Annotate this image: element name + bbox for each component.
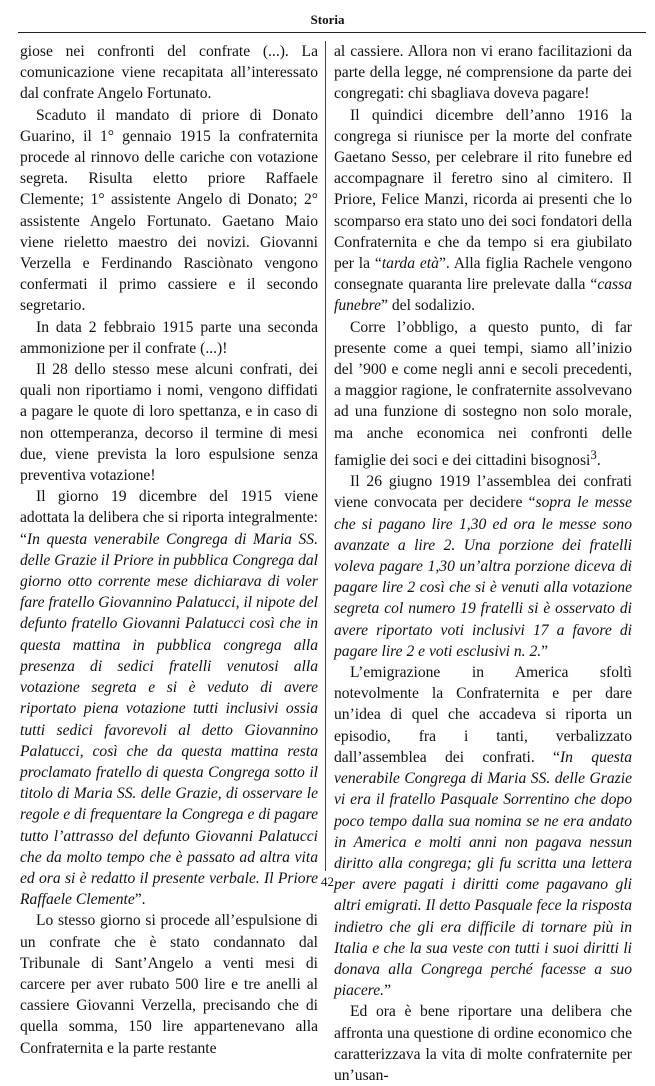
quotation: sopra le messe che si pagano lire 1,30 ed ora le messe sono avanzate a lire 2. Una porzione dei fratelli voleva pagare 1,30 un’altra porzione diceva di pagare lire 2 così che si è venuti alla votazione segreta col numero 19 fratelli si è osservato di avere riportato voti inclusivi 17 a favore di pagare lire 2 e voti esclusivi n. 2.: [334, 494, 632, 660]
left-column: [20, 41, 318, 1059]
paragraph: Ed ora è bene riportare una delibera che affronta una questione di ordine economico che caratterizzava la vita di molte confraternite per un’usan-: [334, 1003, 632, 1084]
paragraph: al cassiere. Allora non vi erano facilitazioni da parte della legge, né comprensione da parte dei congregati: chi sbagliava doveva pagare!: [334, 43, 632, 103]
paragraph: Il quindici dicembre dell’anno 1916 la congrega si riunisce per la morte del confrate Gaetano Sesso, per celebrare il rito funebre ed accompagnare il feretro sino al cimitero. Il Priore, Felice Manzi, ricorda ai presenti che lo scomparso era stato uno dei soci fondatori della Confraternita e che da tempo si era giubilato per la “tarda età”. Alla figlia Rachele vengono consegnate quaranta lire prelevate dalla “cassa funebre” del sodalizio.: [334, 106, 632, 315]
page-number: 42: [321, 874, 334, 889]
paragraph-quoted-deliberation: Il 26 giugno 1919 l’assemblea dei confrati viene convocata per decidere “sopra le messe che si pagano lire 1,30 ed ora le messe sono avanzate a lire 2. Una porzione dei fratelli voleva pagare 1,30 un’altra porzione diceva di pagare lire 2 così che si è venuti alla votazione segreta col numero 19 fratelli si è osservato di avere riportato voti inclusivi 17 a favore di pagare lire 2 e voti esclusivi n. 2.”: [334, 473, 632, 660]
header-rule: [18, 32, 646, 33]
paragraph: giose nei confronti del confrate (...). La comunicazione viene recapitata all’interessato dal confrate Angelo Fortunato.: [20, 43, 318, 103]
paragraph: Corre l’obbligo, a questo punto, di far presente come a quei tempi, siamo all’inizio del ’900 e come negli anni e secoli precedenti, a maggior ragione, le confraternite assolvevano ad una funzione di sostegno non solo morale, ma anche economica nei confronti delle famiglie dei soci e dei cittadini bisognosi$^3$.: [334, 318, 632, 470]
footnote-marker: 3: [590, 446, 597, 462]
right-column: [334, 41, 632, 1086]
paragraph: Lo stesso giorno si procede all’espulsione di un confrate che è stato condannato dal Tribunale di Sant’Angelo a venti mesi di carcere per aver rubato 500 lire e tre anelli al cassiere Giovanni Verzella, precisando che di quella somma, 150 lire appartenevano alla Confraternita e la parte restante: [20, 912, 318, 1057]
quotation: In questa venerabile Congrega di Maria SS. delle Grazie il Priore in pubblica Congrega dal giorno otto corrente mese dichiarava di voler fare fratello Giovannino Palatucci, il nipote del defunto fratello Giovanni Palatucci così che in questa mattina in pubblica congrega alla presenza di sedici fratelli venutosi alla votazione segreta e si è veduto di avere riportato piena votazione tutti inclusivi ossia tutti sedici favorevoli al detto Giovannino Palatucci, così che da questa mattina resta proclamato fratello di questa Congrega sotto il titolo di Maria SS. delle Grazie, di osservare le regole e di frequentare la Congrega e di pagare tutto l’attrasso del defunto Giovanni Palatucci che da molto tempo che è passato ad altra vita ed ora si è redatto il presente verbale. Il Priore Raffaele Clemente: [20, 530, 318, 909]
paragraph: Scaduto il mandato di priore di Donato Guarino, il 1° gennaio 1915 la confraternita procede al rinnovo delle cariche con votazione segreta. Risulta eletto priore Raffaele Clemente; 1° assistente Angelo di Donato; 2° assistente Angelo Fortunato. Gaetano Maio viene rieletto maestro dei novizi. Giovanni Verzella e Ferdinando Rasciònato vengono confermati il primo cassiere e il secondo segretario.: [20, 106, 318, 315]
paragraph: Il 28 dello stesso mese alcuni confrati, dei quali non riportiamo i nomi, vengono diffidati a pagare le quote di loro spettanza, e in caso di non ottemperanza, decorso il termine di mesi due, viene prevista la loro espulsione senza preventiva votazione!: [20, 361, 318, 485]
paragraph-quoted-deliberation: Il giorno 19 dicembre del 1915 viene adottata la delibera che si riporta integralmente: “In questa venerabile Congrega di Maria SS. delle Grazie il Priore in pubblica Congrega dal giorno otto corrente mese dichiarava di voler fare fratello Giovannino Palatucci, il nipote del defunto fratello Giovanni Palatucci così che in questa mattina in pubblica congrega alla presenza di sedici fratelli venutosi alla votazione segreta e si è veduto di avere riportato piena votazione tutti inclusivi ossia tutti sedici favorevoli al detto Giovannino Palatucci, così che da questa mattina resta proclamato fratello di questa Congrega sotto il titolo di Maria SS. delle Grazie, di osservare le regole e di frequentare la Congrega e di pagare tutto l’attrasso del defunto Giovanni Palatucci che da molto tempo che è passato ad altra vita ed ora si è redatto il presente verbale. Il Priore Raffaele Clemente”.: [20, 488, 318, 909]
paragraph-quoted-deliberation: L’emigrazione in America sfoltì notevolmente la Confraternita e per dare un’idea di quel che accadeva si riporta un episodio, fra i tanti, verbalizzato dall’assemblea dei confrati. “In questa venerabile Congrega di Maria SS. delle Grazie vi era il fratello Pasquale Sorrentino che dopo poco tempo dalla sua nomina se ne era andato in America e molti anni non pagava nessun diritto alla congrega; gli fu scritta una lettera per avere pagati i diritti come pagavano gli altri emigrati. Il detto Pasquale fece la risposta indietro che gli era difficile di tornare più in Italia e che la sua veste con tutti i suoi diritti li donava alla Congrega perché facesse a suo piacere.”: [334, 664, 632, 1000]
quotation: In questa venerabile Congrega di Maria SS. delle Grazie vi era il fratello Pasquale Sorrentino che dopo poco tempo dalla sua nomina se ne era andato in America e molti anni non pagava nessun diritto alla congrega; gli fu scritta una lettera per avere pagati i diritti come pagavano gli altri emigrati. Il detto Pasquale fece la risposta indietro che gli era difficile di tornare più in Italia e che la sua veste con tutti i suoi diritti li donava alla Congrega perché facesse a suo piacere.: [334, 748, 632, 1000]
running-head: Storia: [310, 12, 345, 27]
paragraph: In data 2 febbraio 1915 parte una seconda ammonizione per il confrate (...)!: [20, 318, 318, 357]
column-divider: [325, 41, 326, 871]
